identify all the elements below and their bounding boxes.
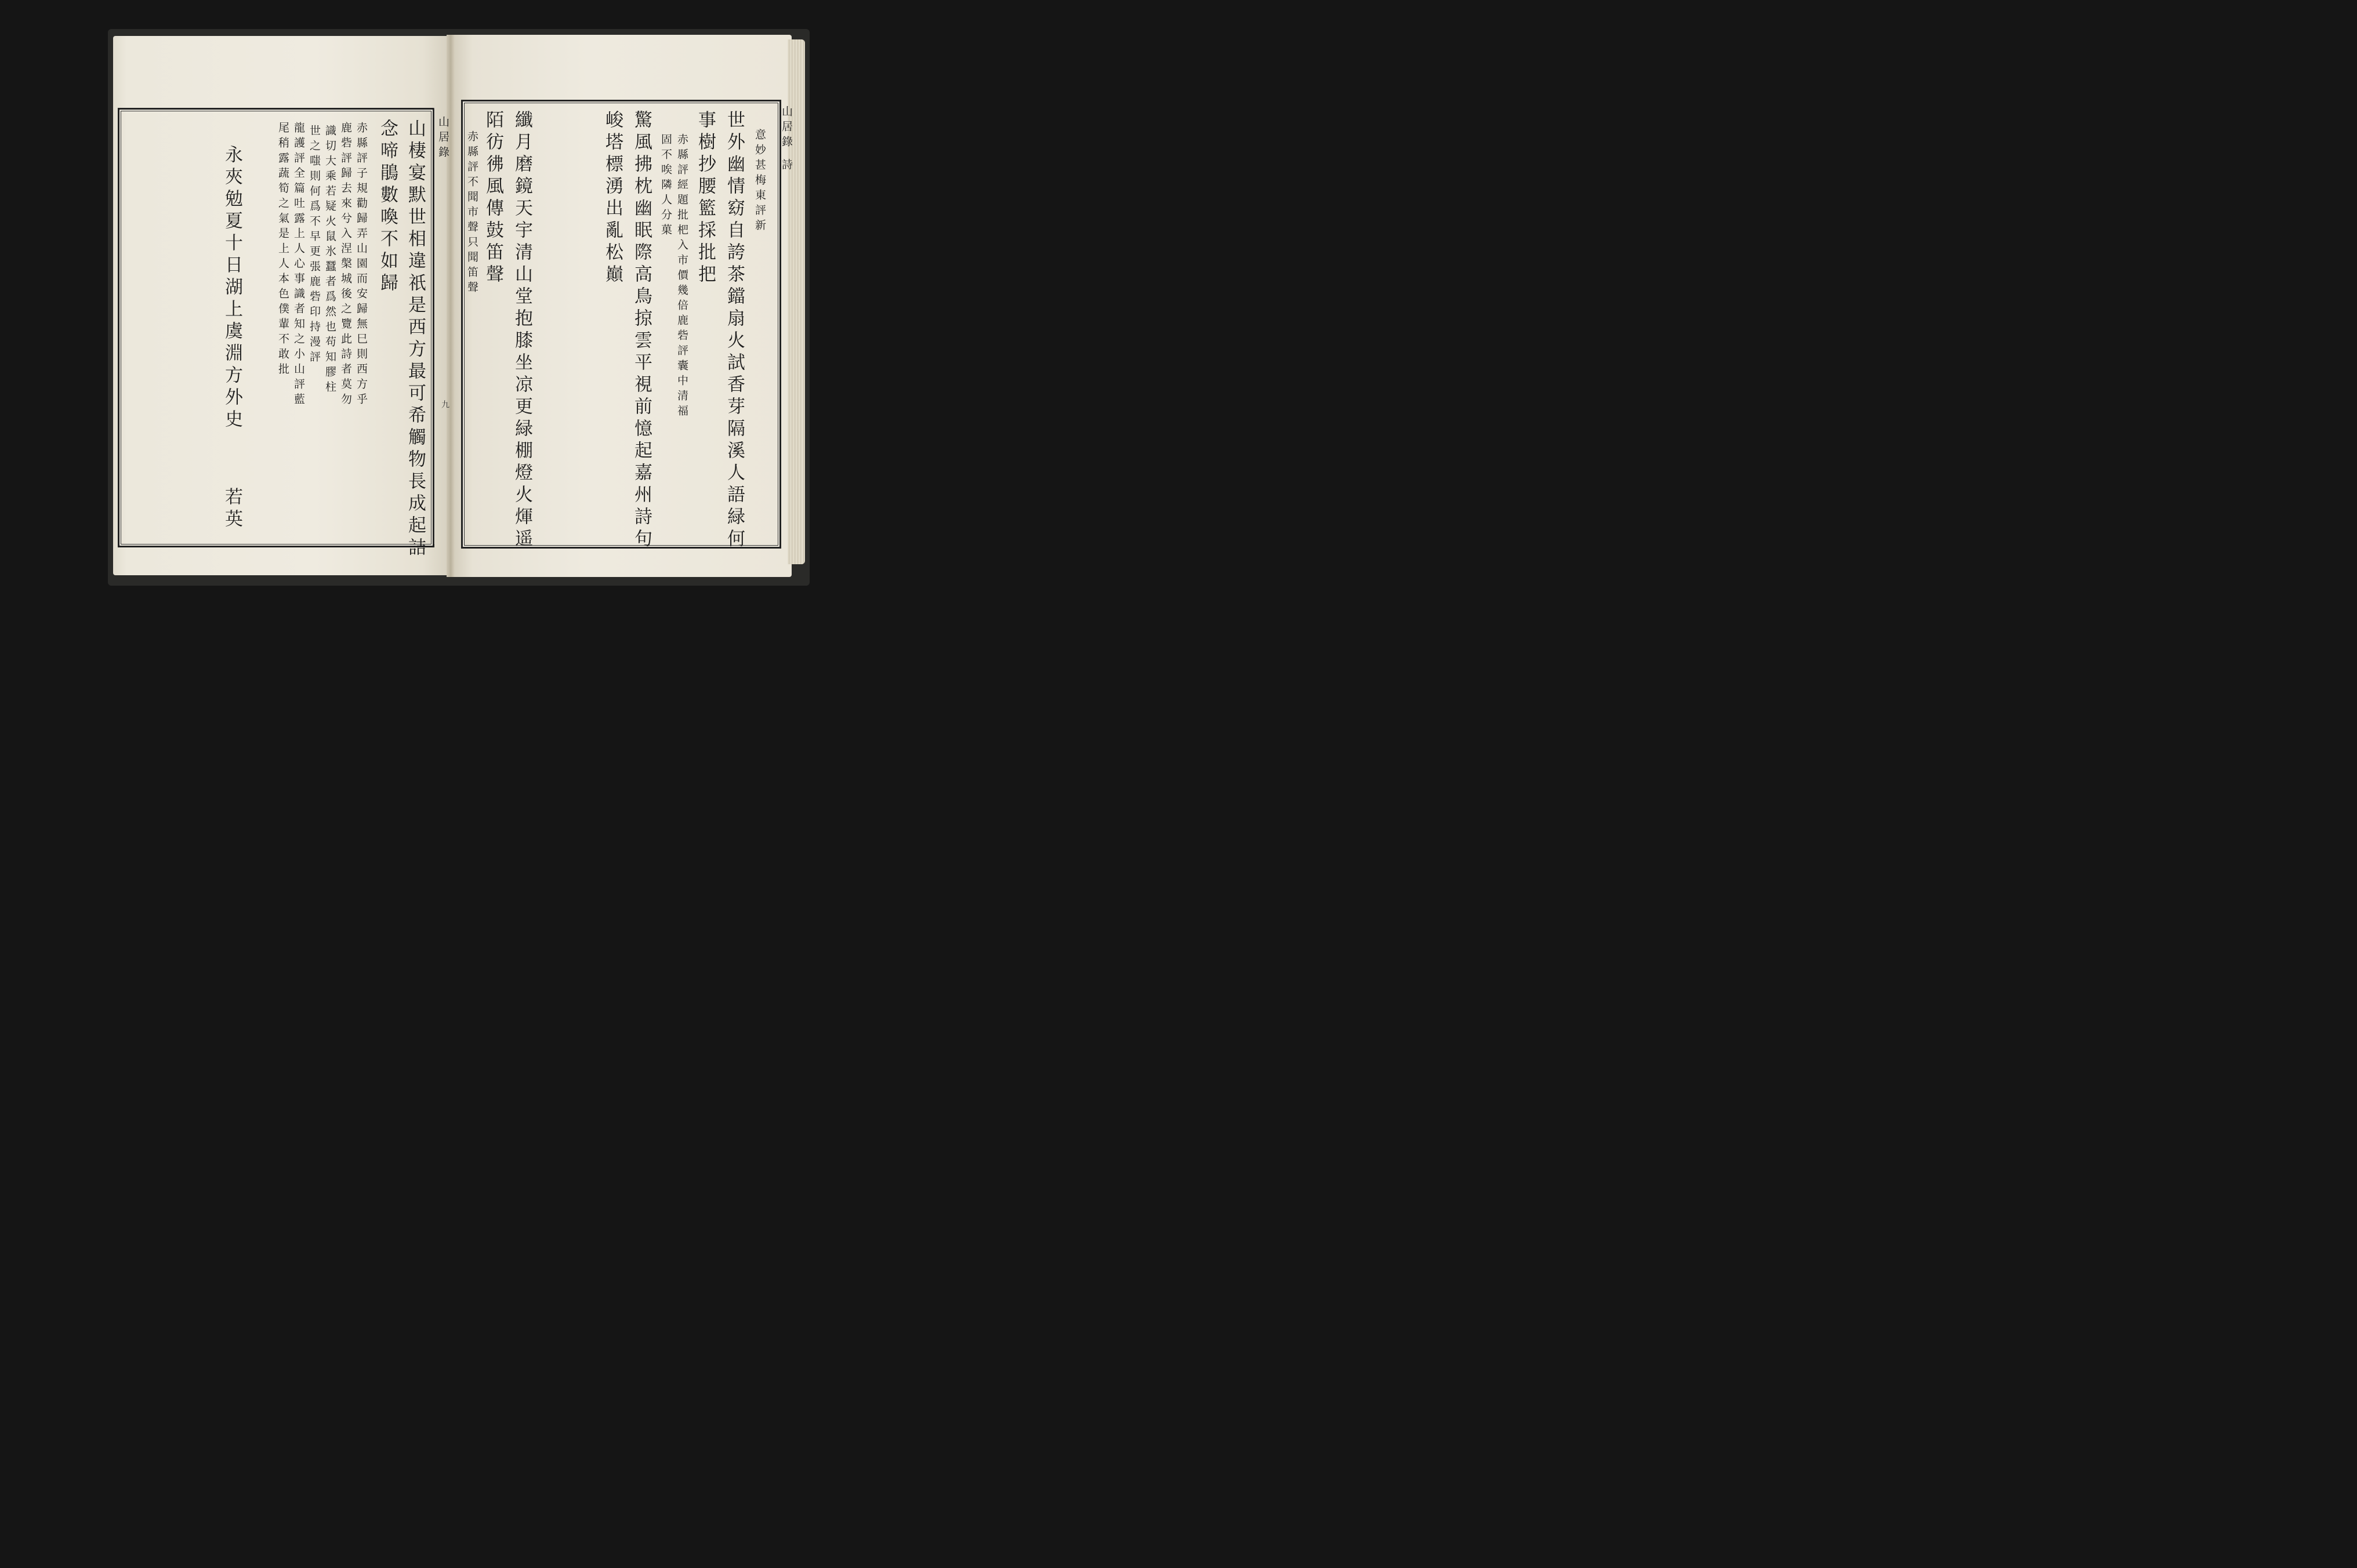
left-col-7: 龍護評全篇吐露上人心事識者知之小山評藍 [292, 122, 305, 408]
left-col-5: 識切大乘若疑火鼠氷蠶者爲然也苟知膠柱 [324, 125, 336, 396]
right-col-3: 事樹抄腰籃採批把 [695, 110, 716, 286]
right-col-4: 赤縣評經題批杷入市價幾倍鹿砦評囊中清福 [676, 133, 688, 420]
right-col-6: 驚風拂枕幽眠際高鳥掠雲平視前憶起嘉州詩句 [631, 110, 652, 551]
left-signature: 永夾勉夏十日湖上虞淵方外史 [222, 145, 242, 431]
left-col-4: 鹿砦評歸去來兮入涅槃城後之覽此詩者莫勿 [339, 122, 352, 408]
left-page-seam [434, 108, 443, 544]
left-folio: 九 [440, 400, 449, 410]
right-margin-title: 山居錄 詩 [780, 106, 793, 174]
right-col-8: 纖月磨鏡天宇清山堂抱膝坐凉更緑棚燈火煇遥 [512, 110, 532, 551]
left-col-6: 世之嗤則何爲不早更張鹿砦印持漫評 [308, 125, 321, 366]
right-col-9: 陌彷彿風傳鼓笛聲 [483, 110, 503, 286]
right-col-5: 固不唉隣人分菓 [659, 133, 672, 239]
left-col-8: 尾稍露蔬筍之氣是上人本色僕輩不敢批 [277, 122, 289, 378]
right-col-1: 意妙甚梅東評新 [753, 129, 766, 234]
left-signature-name: 若英 [222, 487, 242, 531]
right-col-10: 赤縣評不聞市聲只聞笛聲 [466, 130, 478, 296]
left-col-3: 赤縣評子規勸歸弄山園而安歸無巳則西方乎 [355, 122, 368, 408]
right-col-2: 世外幽情窈自誇茶鐺扇火試香芽隔溪人語緑何 [724, 110, 745, 551]
right-col-7: 峻塔標湧出亂松巔 [602, 110, 623, 286]
left-col-2: 念啼鵑數喚不如歸 [377, 119, 398, 295]
left-margin-title: 山居錄 [437, 116, 449, 161]
left-col-1: 山棲宴默世相違祇是西方最可希觸物長成起詰 [405, 119, 426, 560]
